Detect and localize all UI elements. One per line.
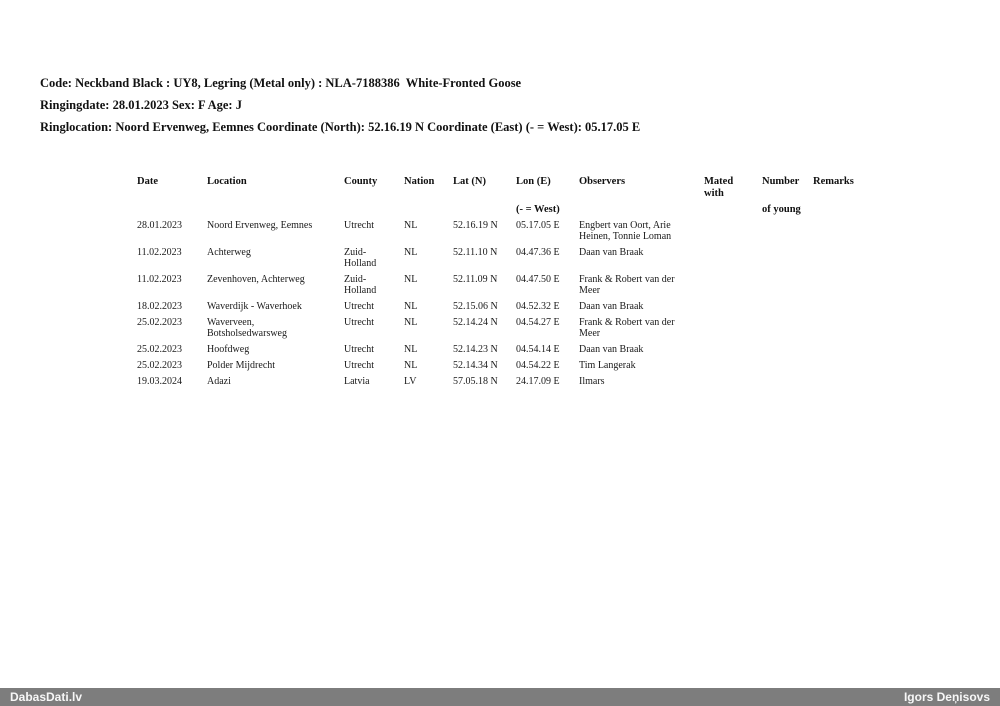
cell-mated-with <box>704 220 762 242</box>
cell-number-of-young <box>762 274 813 296</box>
table-row <box>137 376 882 387</box>
cell-lon: 04.47.36 E <box>516 247 560 258</box>
column-header <box>762 176 813 220</box>
cell-mated-with <box>704 317 762 339</box>
cell-date: 25.02.2023 <box>137 360 182 371</box>
cell-location: Zevenhoven, Achterweg <box>207 274 305 285</box>
code-line: Code: Neckband Black : UY8, Legring (Metal only) : NLA-7188386 White-Fronted Goose <box>40 76 522 90</box>
cell-date: 11.02.2023 <box>137 274 182 285</box>
cell-county: Utrecht <box>344 220 374 231</box>
column-header-label: Lat (N) <box>453 176 486 187</box>
cell-mated-with <box>704 247 762 269</box>
cell-location: Hoofdweg <box>207 344 250 355</box>
table-row <box>137 247 882 269</box>
cell-date: 19.03.2024 <box>137 376 182 387</box>
cell-lat: 52.11.10 N <box>453 247 498 258</box>
table-row <box>137 274 882 296</box>
cell-lon: 04.54.27 E <box>516 317 560 328</box>
cell-number-of-young <box>762 301 813 312</box>
cell-nation: NL <box>404 220 418 231</box>
ringlocation-line: Ringlocation: Noord Ervenweg, Eemnes Coordinate (North): 52.16.19 N Coordinate (East) (- = West): 05.17.05 E <box>40 120 641 134</box>
column-header <box>813 176 873 220</box>
cell-number-of-young <box>762 376 813 387</box>
cell-mated-with <box>704 301 762 312</box>
column-header <box>516 176 579 220</box>
cell-mated-with <box>704 344 762 355</box>
cell-county: Latvia <box>344 376 370 387</box>
cell-lat: 52.16.19 N <box>453 220 498 231</box>
column-header <box>344 176 404 220</box>
cell-lon: 04.47.50 E <box>516 274 560 285</box>
cell-observers: Daan van Braak <box>579 344 644 355</box>
column-header <box>579 176 704 220</box>
cell-location: Noord Ervenweg, Eemnes <box>207 220 313 231</box>
cell-number-of-young <box>762 344 813 355</box>
cell-remarks <box>813 317 873 339</box>
cell-county: Zuid-Holland <box>344 274 377 296</box>
cell-county: Zuid-Holland <box>344 247 377 269</box>
column-header-label: County <box>344 176 378 187</box>
cell-county: Utrecht <box>344 360 374 371</box>
cell-nation: NL <box>404 301 418 312</box>
cell-location: Waverdijk - Waverhoek <box>207 301 302 312</box>
column-header <box>704 176 762 220</box>
cell-mated-with <box>704 274 762 296</box>
cell-observers: Frank & Robert van der Meer <box>579 274 675 296</box>
cell-remarks <box>813 274 873 296</box>
column-header-label: Observers <box>579 176 626 187</box>
table-row <box>137 344 882 355</box>
cell-date: 25.02.2023 <box>137 317 182 328</box>
cell-lon: 24.17.09 E <box>516 376 560 387</box>
cell-observers: Tim Langerak <box>579 360 636 371</box>
ring-record-header <box>40 72 640 138</box>
cell-mated-with <box>704 360 762 371</box>
cell-observers: Daan van Braak <box>579 301 644 312</box>
cell-date: 25.02.2023 <box>137 344 182 355</box>
cell-observers: Frank & Robert van der Meer <box>579 317 675 339</box>
cell-date: 18.02.2023 <box>137 301 182 312</box>
cell-remarks <box>813 247 873 269</box>
cell-remarks <box>813 301 873 312</box>
cell-lat: 52.14.23 N <box>453 344 498 355</box>
column-header-label: Lon (E) <box>516 176 551 187</box>
cell-nation: NL <box>404 317 418 328</box>
cell-date: 11.02.2023 <box>137 247 182 258</box>
column-header-label: Mated with <box>704 176 734 199</box>
table-body <box>137 220 882 387</box>
cell-remarks <box>813 344 873 355</box>
cell-nation: LV <box>404 376 417 387</box>
cell-lat: 52.15.06 N <box>453 301 498 312</box>
cell-lat: 52.14.24 N <box>453 317 498 328</box>
cell-county: Utrecht <box>344 301 374 312</box>
column-header-label: Date <box>137 176 158 187</box>
cell-lat: 52.14.34 N <box>453 360 498 371</box>
cell-observers: Ilmars <box>579 376 605 387</box>
cell-lon: 04.54.22 E <box>516 360 560 371</box>
cell-lon: 04.54.14 E <box>516 344 560 355</box>
cell-nation: NL <box>404 344 418 355</box>
column-header <box>453 176 516 220</box>
column-header-label: Nation <box>404 176 435 187</box>
column-header <box>207 176 344 220</box>
cell-remarks <box>813 360 873 371</box>
cell-lat: 57.05.18 N <box>453 376 498 387</box>
cell-remarks <box>813 376 873 387</box>
cell-lon: 04.52.32 E <box>516 301 560 312</box>
table-row <box>137 360 882 371</box>
column-header-label: Location <box>207 176 247 187</box>
cell-number-of-young <box>762 220 813 242</box>
cell-nation: NL <box>404 247 418 258</box>
column-header-label: Remarks <box>813 176 854 187</box>
footer-author-name: Igors Deņisovs <box>903 690 990 704</box>
cell-nation: NL <box>404 274 418 285</box>
table-row <box>137 220 882 242</box>
cell-nation: NL <box>404 360 418 371</box>
cell-mated-with <box>704 376 762 387</box>
cell-remarks <box>813 220 873 242</box>
sightings-table <box>137 176 882 392</box>
cell-lat: 52.11.09 N <box>453 274 498 285</box>
cell-observers: Engbert van Oort, Arie Heinen, Tonnie Loman <box>579 220 672 242</box>
column-header-label: Number <box>762 176 800 187</box>
cell-location: Adazi <box>207 376 231 387</box>
cell-location: Waverveen, Botsholsedwarsweg <box>207 317 287 339</box>
cell-county: Utrecht <box>344 344 374 355</box>
cell-location: Polder Mijdrecht <box>207 360 276 371</box>
cell-observers: Daan van Braak <box>579 247 644 258</box>
footer-site-name: DabasDati.lv <box>10 690 83 704</box>
cell-number-of-young <box>762 360 813 371</box>
cell-number-of-young <box>762 247 813 269</box>
column-header <box>404 176 453 220</box>
cell-lon: 05.17.05 E <box>516 220 560 231</box>
table-row <box>137 301 882 312</box>
table-row <box>137 317 882 339</box>
cell-location: Achterweg <box>207 247 251 258</box>
column-header-sublabel: of young <box>762 204 801 215</box>
column-header <box>137 176 207 220</box>
cell-date: 28.01.2023 <box>137 220 182 231</box>
column-header-sublabel: (- = West) <box>516 204 560 215</box>
ringingdate-line: Ringingdate: 28.01.2023 Sex: F Age: J <box>40 98 242 112</box>
cell-number-of-young <box>762 317 813 339</box>
table-header-row <box>137 176 882 220</box>
cell-county: Utrecht <box>344 317 374 328</box>
footer-bar <box>0 688 1000 706</box>
